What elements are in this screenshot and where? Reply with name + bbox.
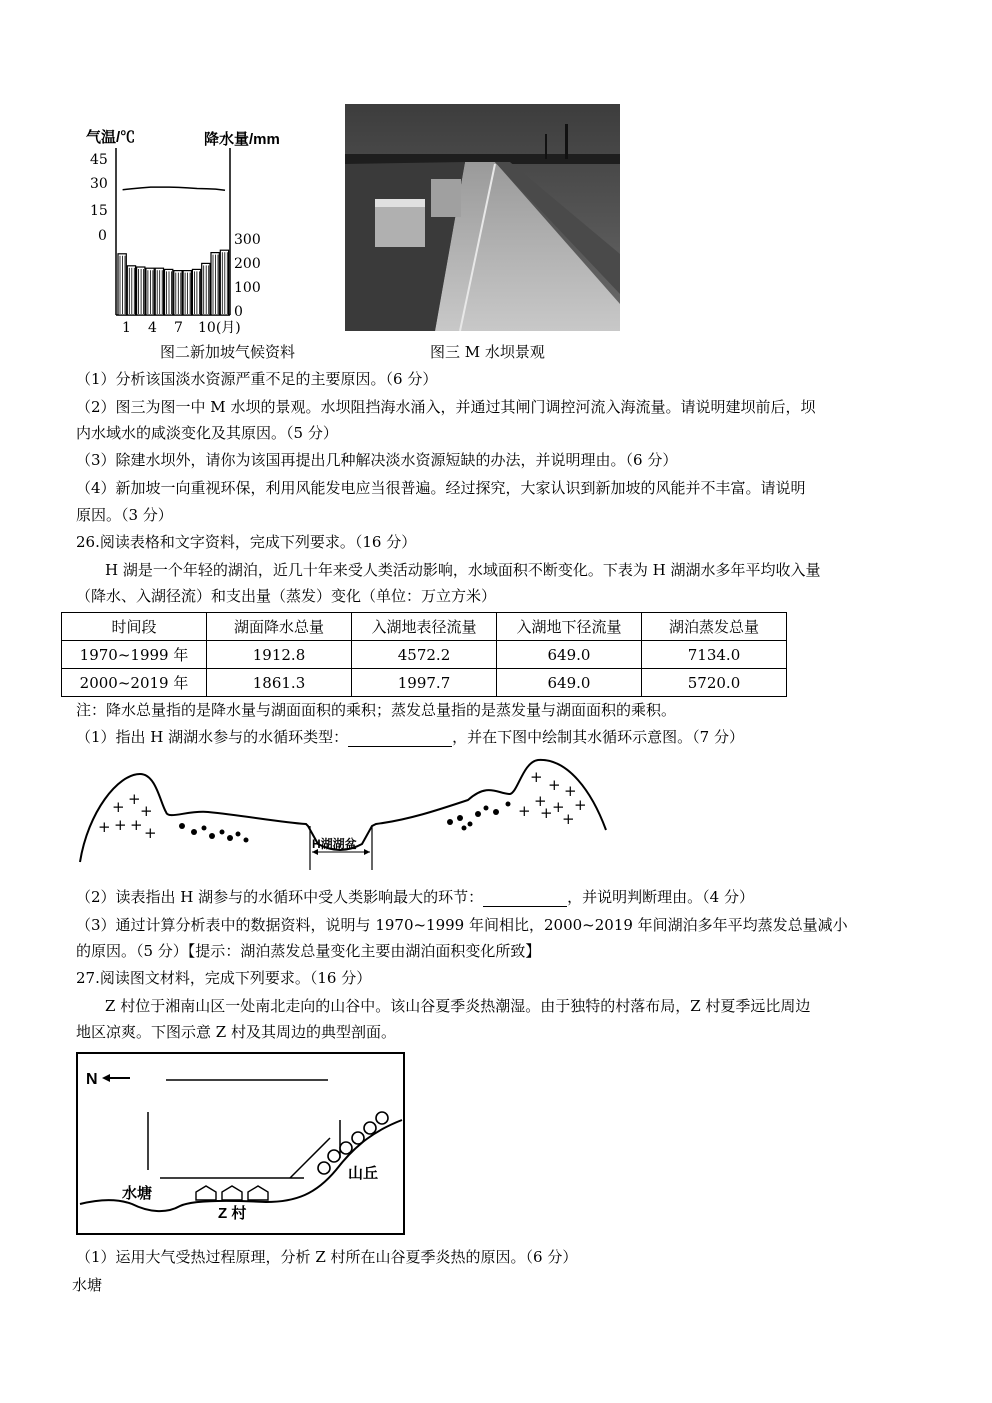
fig3-caption: 图三 M 水坝景观 — [430, 343, 545, 361]
climate-chart — [80, 120, 300, 342]
svg-text:+: + — [564, 782, 577, 800]
lake-water-table — [61, 612, 787, 697]
table-header-cell: 湖泊蒸发总量 — [642, 613, 787, 641]
svg-text:+: + — [548, 776, 561, 794]
svg-text:+: + — [574, 796, 587, 814]
q26-intro-line1: H 湖是一个年轻的湖泊，近几十年来受人类活动影响，水域面积不断变化。下表为 H 湖湖水多年平均收入量 — [105, 561, 821, 579]
table-cell: 1970~1999 年 — [62, 641, 207, 669]
temp-tick-30: 30 — [90, 176, 108, 192]
fig2-caption: 图二新加坡气候资料 — [160, 343, 296, 361]
svg-text:+: + — [140, 802, 153, 820]
month-tick-7: 7 — [174, 320, 183, 336]
q25-part2-line2: 内水域水的咸淡变化及其原因。（5 分） — [76, 424, 338, 442]
svg-text:+: + — [552, 798, 565, 816]
precip-tick-0: 0 — [234, 304, 243, 320]
table-cell: 649.0 — [497, 669, 642, 697]
precip-tick-100: 100 — [234, 280, 261, 296]
q25-part4-line2: 原因。（3 分） — [76, 506, 173, 524]
q26-heading: 26.阅读表格和文字资料，完成下列要求。（16 分） — [76, 533, 417, 551]
table-header-cell: 入湖地表径流量 — [352, 613, 497, 641]
z-village-profile-diagram — [76, 1052, 406, 1236]
temp-tick-0: 0 — [98, 228, 107, 244]
svg-text:+: + — [518, 802, 531, 820]
svg-text:+: + — [98, 818, 111, 836]
q27-heading: 27.阅读图文材料，完成下列要求。（16 分） — [76, 969, 372, 987]
svg-text:+: + — [530, 768, 543, 786]
pond-label: 水塘 — [122, 1185, 153, 1202]
table-cell: 7134.0 — [642, 641, 787, 669]
table-cell: 4572.2 — [352, 641, 497, 669]
q25-part4-line1: （4）新加坡一向重视环保，利用风能发电应当很普遍。经过探究，大家认识到新加坡的风能并不丰富。请说明 — [76, 479, 806, 497]
precip-tick-300: 300 — [234, 232, 261, 248]
q26-part1 — [76, 727, 744, 747]
precip-bars — [118, 250, 229, 315]
table-header-cell: 入湖地下径流量 — [497, 613, 642, 641]
precip-tick-200: 200 — [234, 256, 261, 272]
table-note: 注：降水总量指的是降水量与湖面面积的乘积；蒸发总量指的是蒸发量与湖面面积的乘积。 — [76, 701, 677, 719]
temp-tick-15: 15 — [90, 203, 108, 219]
q25-part1: （1）分析该国淡水资源严重不足的主要原因。（6 分） — [76, 370, 438, 388]
hill-label: 山丘 — [348, 1165, 379, 1182]
q26-part2-text-end: ，并说明判断理由。（4 分） — [567, 888, 754, 906]
q26-part2-text: （2）读表指出 H 湖参与的水循环中受人类影响最大的环节： — [76, 888, 484, 906]
h-lake-basin-diagram — [78, 752, 618, 880]
table-header-cell: 时间段 — [62, 613, 207, 641]
answer-blank-human-impact[interactable] — [483, 906, 567, 907]
q26-part1-text-end: ，并在下图中绘制其水循环示意图。（7 分） — [452, 728, 744, 746]
q26-part3-line1: （3）通过计算分析表中的数据资料，说明与 1970~1999 年间相比，2000~2019 年间湖泊多年平均蒸发总量减小 — [76, 916, 848, 934]
table-header-row — [62, 613, 787, 641]
svg-text:+: + — [540, 804, 553, 822]
table-cell: 1861.3 — [207, 669, 352, 697]
table-cell: 649.0 — [497, 641, 642, 669]
q26-intro-line2: （降水、入湖径流）和支出量（蒸发）变化（单位：万立方米） — [76, 587, 497, 605]
village-label: Z 村 — [218, 1205, 247, 1222]
dam-photo — [345, 104, 620, 331]
svg-text:+: + — [128, 790, 141, 808]
month-tick-4: 4 — [148, 320, 157, 336]
table-cell: 2000~2019 年 — [62, 669, 207, 697]
table-header-cell: 湖面降水总量 — [207, 613, 352, 641]
temp-curve — [123, 187, 225, 190]
north-label: N — [86, 1071, 98, 1088]
svg-text:+: + — [112, 798, 125, 816]
svg-text:+: + — [130, 816, 143, 834]
month-tick-10: 10(月) — [198, 320, 241, 336]
q27-intro-line1: Z 村位于湘南山区一处南北走向的山谷中。该山谷夏季炎热潮湿。由于独特的村落布局，Z 村夏季远比周边 — [105, 997, 811, 1015]
svg-text:+: + — [534, 792, 547, 810]
month-tick-1: 1 — [122, 320, 131, 336]
table-row — [62, 669, 787, 697]
temp-tick-45: 45 — [90, 152, 108, 168]
q27-intro-line2: 地区凉爽。下图示意 Z 村及其周边的典型剖面。 — [76, 1023, 396, 1041]
table-cell: 1912.8 — [207, 641, 352, 669]
basin-label: H湖湖盆 — [312, 837, 357, 851]
svg-text:+: + — [114, 816, 127, 834]
svg-text:+: + — [144, 824, 157, 842]
table-row — [62, 641, 787, 669]
q26-part2 — [76, 887, 754, 907]
stray-pond-text: 水塘 — [72, 1276, 103, 1294]
table-cell: 1997.7 — [352, 669, 497, 697]
q26-part1-text: （1）指出 H 湖湖水参与的水循环类型： — [76, 728, 349, 746]
q27-part1: （1）运用大气受热过程原理，分析 Z 村所在山谷夏季炎热的原因。（6 分） — [76, 1248, 578, 1266]
q26-part3-line2: 的原因。（5 分）【提示：湖泊蒸发总量变化主要由湖泊面积变化所致】 — [76, 942, 541, 960]
q25-part2-line1: （2）图三为图一中 M 水坝的景观。水坝阻挡海水涌入，并通过其闸门调控河流入海流量。请说明建坝前后，坝 — [76, 398, 816, 416]
answer-blank-cycle-type[interactable] — [348, 746, 452, 747]
precip-axis-label: 降水量/mm — [204, 131, 280, 148]
dam-photo-illustration — [345, 104, 620, 331]
table-cell: 5720.0 — [642, 669, 787, 697]
svg-text:+: + — [562, 810, 575, 828]
temp-axis-label: 气温/℃ — [86, 129, 136, 146]
q25-part3: （3）除建水坝外，请你为该国再提出几种解决淡水资源短缺的办法，并说明理由。（6 分） — [76, 451, 678, 469]
